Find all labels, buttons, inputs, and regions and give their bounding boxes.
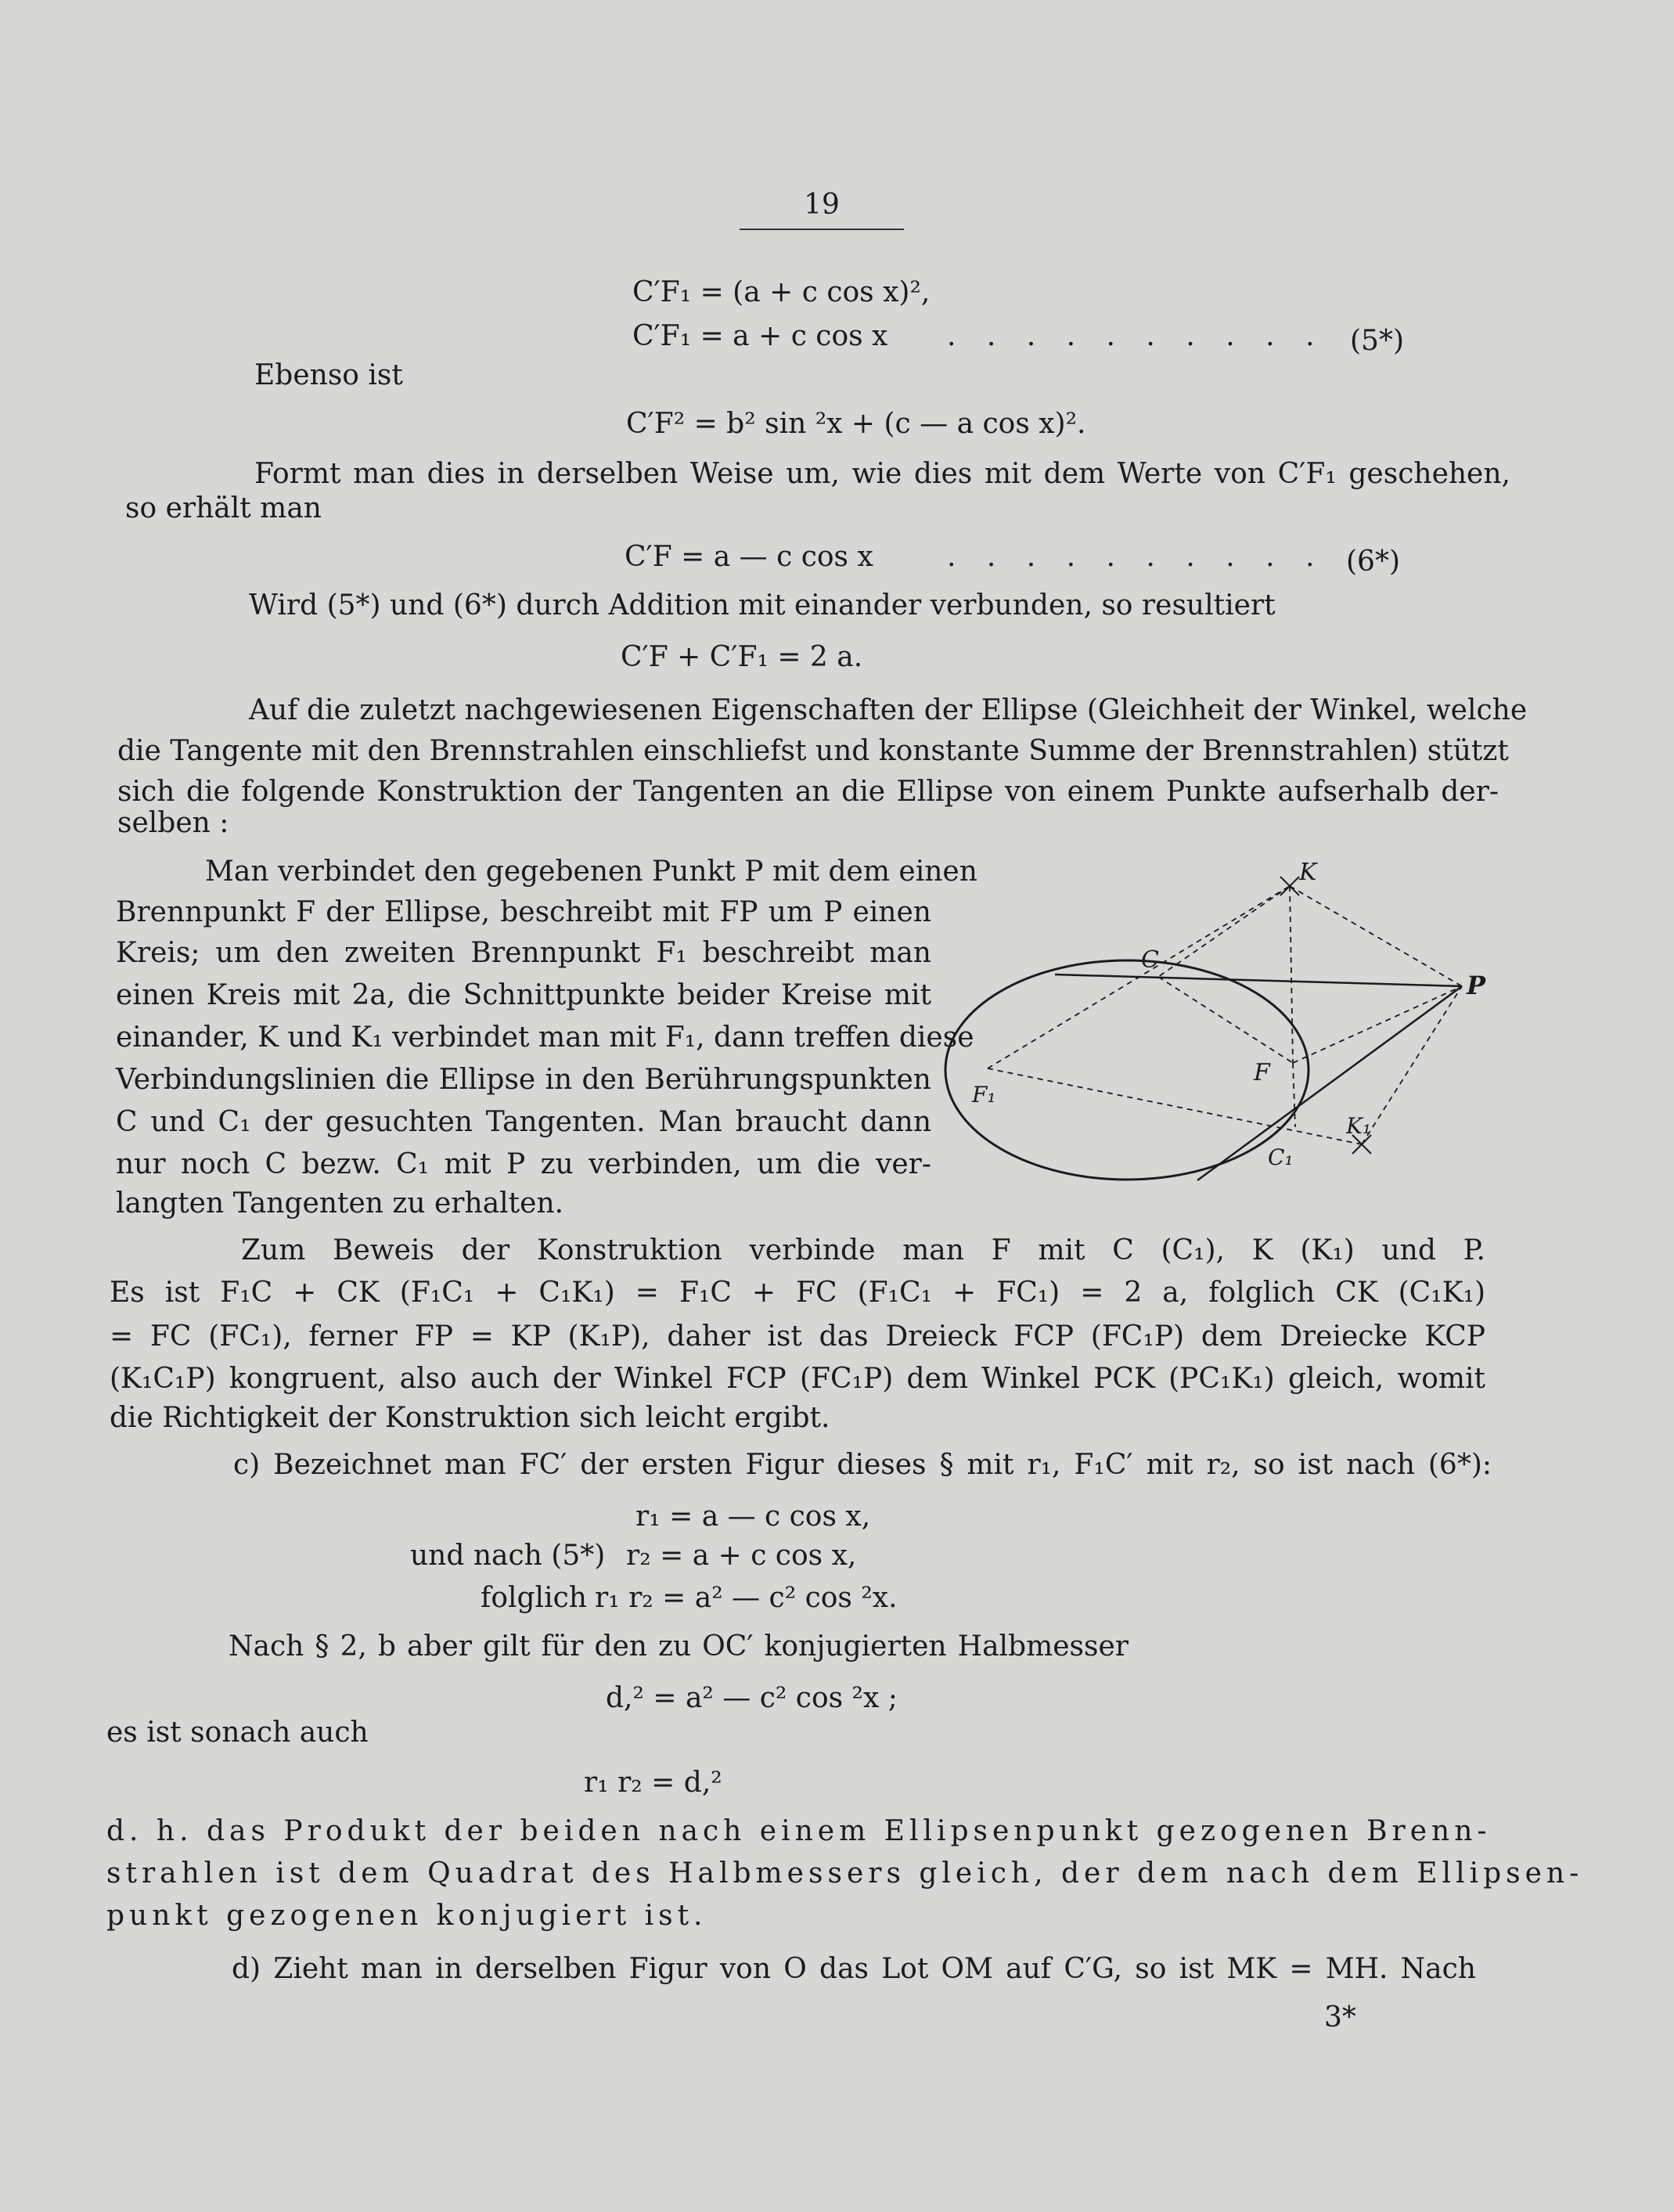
- equation-4: C′F = a — c cos x: [625, 541, 873, 573]
- paragraph-zum-line: Es ist F₁C + CK (F₁C₁ + C₁K₁) = F₁C + FC (F₁C₁ + FC₁) = 2 a, folglich CK (C₁K₁): [110, 1277, 1485, 1309]
- signature-mark: 3*: [1324, 2001, 1356, 2034]
- equation-2: C′F₁ = a + c cos x: [632, 320, 888, 352]
- paragraph-c: c) Bezeichnet man FC′ der ersten Figur dieses § mit r₁, F₁C′ mit r₂, so ist nach (6*):: [233, 1449, 1492, 1481]
- paragraph-auf-line-3: sich die folgende Konstruktion der Tangenten an die Ellipse von einem Punkte aufserhalb der-: [117, 776, 1499, 808]
- paragraph-man-line: Verbindungslinien die Ellipse in den Berührungspunkten: [116, 1064, 931, 1096]
- paragraph-zum-line: Zum Beweis der Konstruktion verbinde man F mit C (C₁), K (K₁) und P.: [241, 1234, 1485, 1266]
- paragraph-man-line: nur noch C bezw. C₁ mit P zu verbinden, um die ver-: [116, 1148, 931, 1180]
- equation-7: r₂ = a + c cos x,: [626, 1540, 857, 1572]
- paragraph-dh-line-3: punkt gezogenen konjugiert ist.: [106, 1900, 707, 1932]
- leader-dots: . . . . . . . . . .: [947, 541, 1326, 573]
- paragraph-zum-line: die Richtigkeit der Konstruktion sich leicht ergibt.: [110, 1402, 830, 1434]
- equation-8: r₁ r₂ = a² — c² cos ²x.: [595, 1582, 898, 1614]
- label-k: K: [1299, 859, 1317, 886]
- paragraph-formt-line-2: so erhält man: [125, 492, 322, 524]
- equation-7-prefix: und nach (5*): [410, 1540, 606, 1572]
- construction-lines: [988, 886, 1462, 1144]
- paragraph-auf-line-1: Auf die zuletzt nachgewiesenen Eigenschaften der Ellipse (Gleichheit der Winkel, welche: [249, 694, 1528, 726]
- paragraph-dh-line-1: d. h. das Produkt der beiden nach einem Ellipsenpunkt gezogenen Brenn-: [106, 1815, 1492, 1847]
- equation-1: C′F₁ = (a + c cos x)²,: [632, 276, 931, 308]
- label-f: F: [1254, 1059, 1270, 1086]
- paragraph-man-line: C und C₁ der gesuchten Tangenten. Man braucht dann: [116, 1106, 931, 1138]
- equation-5: C′F + C′F₁ = 2 a.: [621, 641, 863, 673]
- paragraph-man-line: einen Kreis mit 2a, die Schnittpunkte beider Kreise mit: [116, 979, 931, 1011]
- leader-dots: . . . . . . . . . .: [947, 320, 1326, 352]
- paragraph-d: d) Zieht man in derselben Figur von O das Lot OM auf C′G, so ist MK = MH. Nach: [232, 1953, 1476, 1985]
- paragraph-dh-line-2: strahlen ist dem Quadrat des Halbmessers gleich, der dem nach dem Ellipsen-: [106, 1857, 1584, 1890]
- equation-3: C′F² = b² sin ²x + (c — a cos x)².: [626, 408, 1086, 440]
- page-number-rule: [740, 229, 904, 230]
- equation-10: r₁ r₂ = d,²: [584, 1767, 722, 1799]
- equation-6: r₁ = a — c cos x,: [635, 1500, 871, 1533]
- label-f1: F₁: [972, 1082, 996, 1108]
- equation-9: d,² = a² — c² cos ²x ;: [606, 1682, 898, 1714]
- paragraph-man-line: Kreis; um den zweiten Brennpunkt F₁ beschreibt man: [116, 937, 931, 969]
- label-k1: K₁: [1346, 1113, 1372, 1139]
- paragraph-formt-line-1: Formt man dies in derselben Weise um, wie dies mit dem Werte von C′F₁ geschehen,: [254, 458, 1510, 490]
- paragraph-wird: Wird (5*) und (6*) durch Addition mit einander verbunden, so resultiert: [249, 589, 1276, 621]
- equation-number-5: (5*): [1350, 325, 1404, 357]
- paragraph-man-line: langten Tangenten zu erhalten.: [116, 1187, 564, 1219]
- paragraph-auf-line-2: die Tangente mit den Brennstrahlen einschliefst und konstante Summe der Brennstrahlen) stützt: [117, 735, 1509, 767]
- label-c: C: [1141, 946, 1159, 974]
- paragraph-zum-line: = FC (FC₁), ferner FP = KP (K₁P), daher ist das Dreieck FCP (FC₁P) dem Dreiecke KCP: [110, 1320, 1485, 1353]
- paragraph-es: es ist sonach auch: [106, 1717, 369, 1749]
- tangent-line-c: [1055, 975, 1462, 986]
- ellipse-tangent-figure: [939, 853, 1503, 1190]
- equation-number-6: (6*): [1346, 546, 1400, 578]
- label-c1: C₁: [1268, 1144, 1294, 1170]
- paragraph-auf-line-4: selben :: [117, 807, 229, 839]
- paragraph-man-line: einander, K und K₁ verbindet man mit F₁, dann treffen diese: [116, 1021, 974, 1054]
- page-number: 19: [804, 189, 840, 221]
- paragraph-nach: Nach § 2, b aber gilt für den zu OC′ konjugierten Halbmesser: [229, 1630, 1129, 1663]
- paragraph-man-line: Man verbindet den gegebenen Punkt P mit dem einen: [205, 856, 977, 888]
- tangent-line-c1: [1197, 986, 1462, 1180]
- cross-mark-k: [1280, 877, 1299, 895]
- paragraph-man-line: Brennpunkt F der Ellipse, beschreibt mit FP um P einen: [116, 896, 931, 928]
- label-p: P: [1467, 971, 1486, 1000]
- paragraph-ebenso: Ebenso ist: [254, 359, 403, 391]
- paragraph-zum-line: (K₁C₁P) kongruent, also auch der Winkel FCP (FC₁P) dem Winkel PCK (PC₁K₁) gleich, womit: [110, 1363, 1485, 1395]
- equation-8-prefix: folglich: [481, 1582, 587, 1614]
